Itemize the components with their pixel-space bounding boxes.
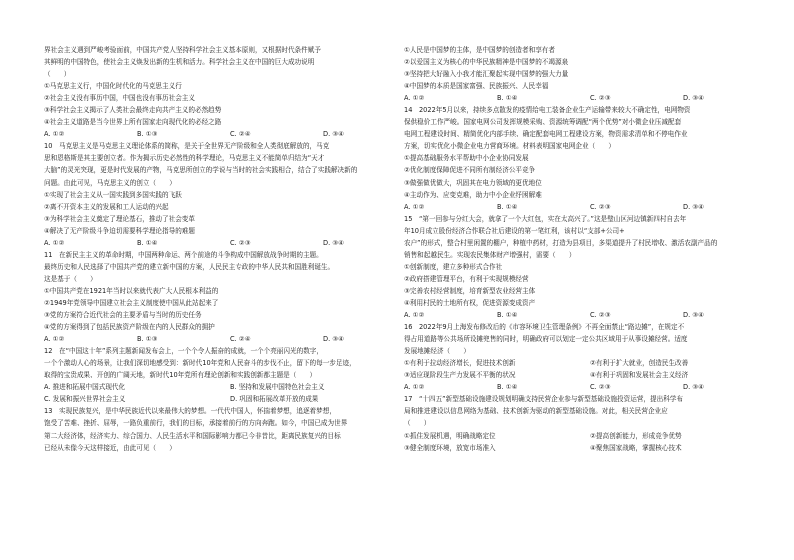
statement-option-row xyxy=(404,430,776,442)
left-column xyxy=(44,44,416,454)
question-text: 16 2022年9月上海发布修改后的《市容环境卫生管理条例》不再全面禁止“路边摊”，在规定不 xyxy=(404,323,685,332)
question-text: 问题。由此可见，马克思主义的创立（ ） xyxy=(44,178,176,187)
question-text: ①创新制度，建立多种形式合作社 xyxy=(404,262,503,271)
question-text: 11 在新民主主义的革命时期，中国两种命运、两个前途的斗争构成中国解放战争时期的主题。 xyxy=(44,250,323,259)
question-text: ③为科学社会主义奠定了理论基石，推动了社会变革 xyxy=(44,214,195,223)
question-text: 局和推进建设以信息网络为基础、技术创新为驱动的新型基础设施。对此，相关民营企业应 xyxy=(404,407,668,416)
answer-option[interactable]: A. ①② xyxy=(404,202,425,211)
answer-option[interactable]: C. ②③ xyxy=(590,94,611,103)
question-text: （ ） xyxy=(44,70,71,79)
answer-option[interactable]: C. ②③ xyxy=(590,311,611,320)
statement-option[interactable]: ①有利于拉动经济增长，促进技术创新 xyxy=(404,359,516,368)
answer-option-row xyxy=(404,309,776,321)
answer-option[interactable]: B. ①③ xyxy=(137,335,158,344)
question-text: 一个个激动人心的场景，让我们深切地感受到：新时代10年党和人民奋斗的步伐不止，留下的每一步足迹， xyxy=(44,359,356,368)
statement-option[interactable]: ④聚焦国家战略，掌握核心技术 xyxy=(590,443,682,452)
answer-option[interactable]: B. ①④ xyxy=(497,383,518,392)
question-text: ②1949年党领导中国建立社会主义制度使中国从此站起来了 xyxy=(44,298,219,307)
question-text: （ ） xyxy=(404,419,431,428)
question-text: ①马克思主义行，中国化时代化的马克思主义行 xyxy=(44,82,182,91)
statement-option[interactable]: ②有利于扩大就业，创造民生改善 xyxy=(590,359,689,368)
answer-option[interactable]: C. ②④ xyxy=(230,130,251,139)
question-text: 13 实现民族复兴，是中华民族近代以来最伟大的梦想。一代代中国人，怀揣着梦想，追逐着梦想， xyxy=(44,407,336,416)
answer-option-row xyxy=(404,92,776,104)
statement-option[interactable]: ④有利于巩固和发展社会主义经济 xyxy=(590,371,689,380)
answer-option[interactable]: D. 巩固和拓展改革开放的成果 xyxy=(230,395,319,404)
answer-option[interactable]: A. ①② xyxy=(44,335,65,344)
answer-option[interactable]: D. ③④ xyxy=(683,311,705,320)
answer-option[interactable]: D. ③④ xyxy=(323,130,345,139)
answer-option[interactable]: A. ①② xyxy=(44,130,65,139)
answer-option[interactable]: B. ①④ xyxy=(497,94,518,103)
question-text: 大脑”的灵光突现，更是时代发展的产物，马克思所创立的学说与当时的社会实践相合，结合了实践解决新的 xyxy=(44,166,358,175)
answer-option-row xyxy=(44,333,416,345)
statement-option-row xyxy=(404,442,776,454)
question-text: 年10月成立股份经济合作联合社后建设的第一笔红利，该村以“支部+公司+ xyxy=(404,226,625,235)
question-text: 12 在“中国这十年”系列主题新闻发布会上，一个个令人振奋的成就，一个个亮丽闪光的数字， xyxy=(44,347,323,356)
question-text: ②以爱国主义为核心的中华民族精神是中国梦的不竭源泉 xyxy=(404,58,569,67)
answer-option[interactable]: A. 推进和拓展中国式现代化 xyxy=(44,383,126,392)
question-text: ④党的方案得到了包括民族资产阶级在内的人民群众的拥护 xyxy=(44,323,215,332)
answer-option-row xyxy=(404,201,776,213)
question-text: 已经从未像今天这样接近，由此可见（ ） xyxy=(44,443,176,452)
right-column xyxy=(404,44,776,454)
question-text: ④中国梦的本质是国家富强、民族振兴、人民幸福 xyxy=(404,82,549,91)
question-text: ②政府搭建管理平台，有利于实现规模经营 xyxy=(404,274,529,283)
question-text: ③做强做优做大，巩固其在电力领域的更优地位 xyxy=(404,178,542,187)
statement-option[interactable]: ③适应现阶段生产力发展不平衡的状况 xyxy=(404,371,516,380)
answer-option[interactable]: D. ③④ xyxy=(323,335,345,344)
question-text: ①实现了社会主义从一国实践到多国实践的飞跃 xyxy=(44,190,182,199)
answer-option-row xyxy=(404,381,776,393)
question-text: ④解决了无产阶级斗争迫切需要科学理论指导的难题 xyxy=(44,226,195,235)
answer-option[interactable]: A. ①② xyxy=(44,238,65,247)
question-text: 其鲜明的中国特色，使社会主义焕发出新的生机和活力。科学社会主义在中国的巨大成功说明 xyxy=(44,58,315,67)
question-text: 取得的宝贵成果、开创的广阔天地，新时代10年党所有理论创新和实践创新都主题是（ ） xyxy=(44,371,317,380)
answer-option[interactable]: C. ②③ xyxy=(590,383,611,392)
question-text: 得占用道路等公共场所设摊兜售的同时，明确政府可以划定一定公共区域用于从事设摊经营。适度 xyxy=(404,335,688,344)
question-text: ②社会主义没有事历中国，中国也没有事历社会主义 xyxy=(44,94,195,103)
question-text: 14 2022年5月以来，持续多点散发的疫情给电工装备企业生产运输带来较大不确定性，电网物资 xyxy=(404,106,691,115)
answer-option[interactable]: D. ③④ xyxy=(683,94,705,103)
question-text: 电网工程建设时间、精简优化内部手续、确定配套电网工程建设方案，物资需求清单和不停电作业 xyxy=(404,130,688,139)
answer-option[interactable]: B. 坚持和发展中国特色社会主义 xyxy=(230,383,325,392)
question-text: 10 马克思主义是马克思主义理论体系的简称，是关于全世界无产阶级和全人类彻底解放的，马克 xyxy=(44,142,330,151)
answer-option[interactable]: C. ②③ xyxy=(590,202,611,211)
answer-option[interactable]: B. ①④ xyxy=(497,202,518,211)
question-text: 最终历史和人民选择了中国共产党的建立新中国的方案，人民民主专政的中华人民共和国胜利诞生。 xyxy=(44,262,335,271)
question-text: ③坚持把大好融入小我才能汇聚起实现中国梦的强大力量 xyxy=(404,70,569,79)
question-text: 销售和起越民生。实现农民集体财产增强村，需要（ ） xyxy=(404,250,576,259)
question-text: ④利用村民的土地所有权，促进资源变成资产 xyxy=(404,298,536,307)
answer-option[interactable]: D. ③④ xyxy=(683,383,705,392)
answer-option-row xyxy=(44,393,416,405)
question-text: ②离不开资本主义的发展和工人运动的兴起 xyxy=(44,202,169,211)
question-text: ①人民是中国梦的主体，是中国梦的创造者和享有者 xyxy=(404,46,555,54)
question-text: 保供稳价工作严峻。国家电网公司发挥规模采购、资源统筹调配“两个优势”对小微企业压减配套 xyxy=(404,118,682,127)
statement-option[interactable]: ②提高创新能力，形成竞争优势 xyxy=(590,431,682,440)
answer-option[interactable]: B. ①④ xyxy=(497,311,518,320)
question-text: 17 “十四五”新型基础设施建设规划明确支持民营企业参与新型基础设施投资运营，提出科学布 xyxy=(404,395,683,404)
question-text: 第二大经济体，经济实力、综合国力、人民生活水平和国际影响力都已今非昔比，距离民族复兴的目标 xyxy=(44,431,341,440)
answer-option[interactable]: C. ②④ xyxy=(230,335,251,344)
question-text: 界社会主义遇到严峻考验面前，中国共产党人坚持科学社会主义基本原则，又根据时代条件赋予 xyxy=(44,46,321,54)
statement-option-row xyxy=(404,357,776,369)
question-text: ③党的方案符合近代社会的主要矛盾与当时的历史任务 xyxy=(44,311,202,320)
question-text: 这是基于（ ） xyxy=(44,274,97,283)
question-text: ①中国共产党在1921年当时以来就代表广大人民根本利益的 xyxy=(44,286,219,295)
answer-option[interactable]: A. ①② xyxy=(404,383,425,392)
statement-option[interactable]: ①抓住发展机遇，明确战略定位 xyxy=(404,431,496,440)
answer-option[interactable]: B. ①③ xyxy=(137,130,158,139)
question-text: ③完善农村经营制度，培育新型农业经营主体 xyxy=(404,286,536,295)
answer-option[interactable]: C. ②③ xyxy=(230,238,251,247)
answer-option[interactable]: A. ①② xyxy=(404,94,425,103)
statement-option-row xyxy=(404,369,776,381)
question-text: 方案，切实优化小微企业电力营商环境。材料表明国家电网企业（ ） xyxy=(404,142,615,151)
statement-option[interactable]: ③健全制度环境，放宽市场准入 xyxy=(404,443,496,452)
question-text: 农户”的形式，整合村里闲置的棚户，种植中药材，打造为县项目，多渠道提升了村民增收、激活农副产品的 xyxy=(404,238,718,247)
question-text: ①提高基础服务水平帮助中小企业协同发展 xyxy=(404,154,529,163)
answer-option-row xyxy=(44,237,416,249)
answer-option[interactable]: C. 发展和振兴世界社会主义 xyxy=(44,395,126,404)
question-text: ④主动作为、应变克难，助力中小企业纾困解难 xyxy=(404,190,542,199)
question-text: 15 “第一回参与分红大会，就拿了一个大红包，实在太高兴了。”这是璧山区河边镇新四村自去年 xyxy=(404,214,687,223)
answer-option[interactable]: B. ①④ xyxy=(137,238,158,247)
question-text: 发展地摊经济（ ） xyxy=(404,347,470,356)
question-text: ③科学社会主义揭示了人类社会最终走向共产主义的必然趋势 xyxy=(44,106,222,115)
answer-option[interactable]: D. ③④ xyxy=(323,238,345,247)
answer-option[interactable]: A. ①② xyxy=(404,311,425,320)
question-text: 思和恩格斯是其主要创立者。作为揭示历史必然性的科学理论，马克思主义不能简单归结为“天才 xyxy=(44,154,325,163)
question-text: ④社会主义道路是当今世界上所有国家走向现代化的必经之路 xyxy=(44,118,222,127)
answer-option-row xyxy=(44,128,416,140)
answer-option-row xyxy=(44,381,416,393)
question-text: ②优化制度保障促进不同所有制经济公平竞争 xyxy=(404,166,536,175)
question-text: 饱受了苦难、挫折、屈辱，一路负重前行，我们的目标，承接着前行的方向奔跑。如今，中国已成为世界 xyxy=(44,419,348,428)
answer-option[interactable]: D. ③④ xyxy=(683,202,705,211)
